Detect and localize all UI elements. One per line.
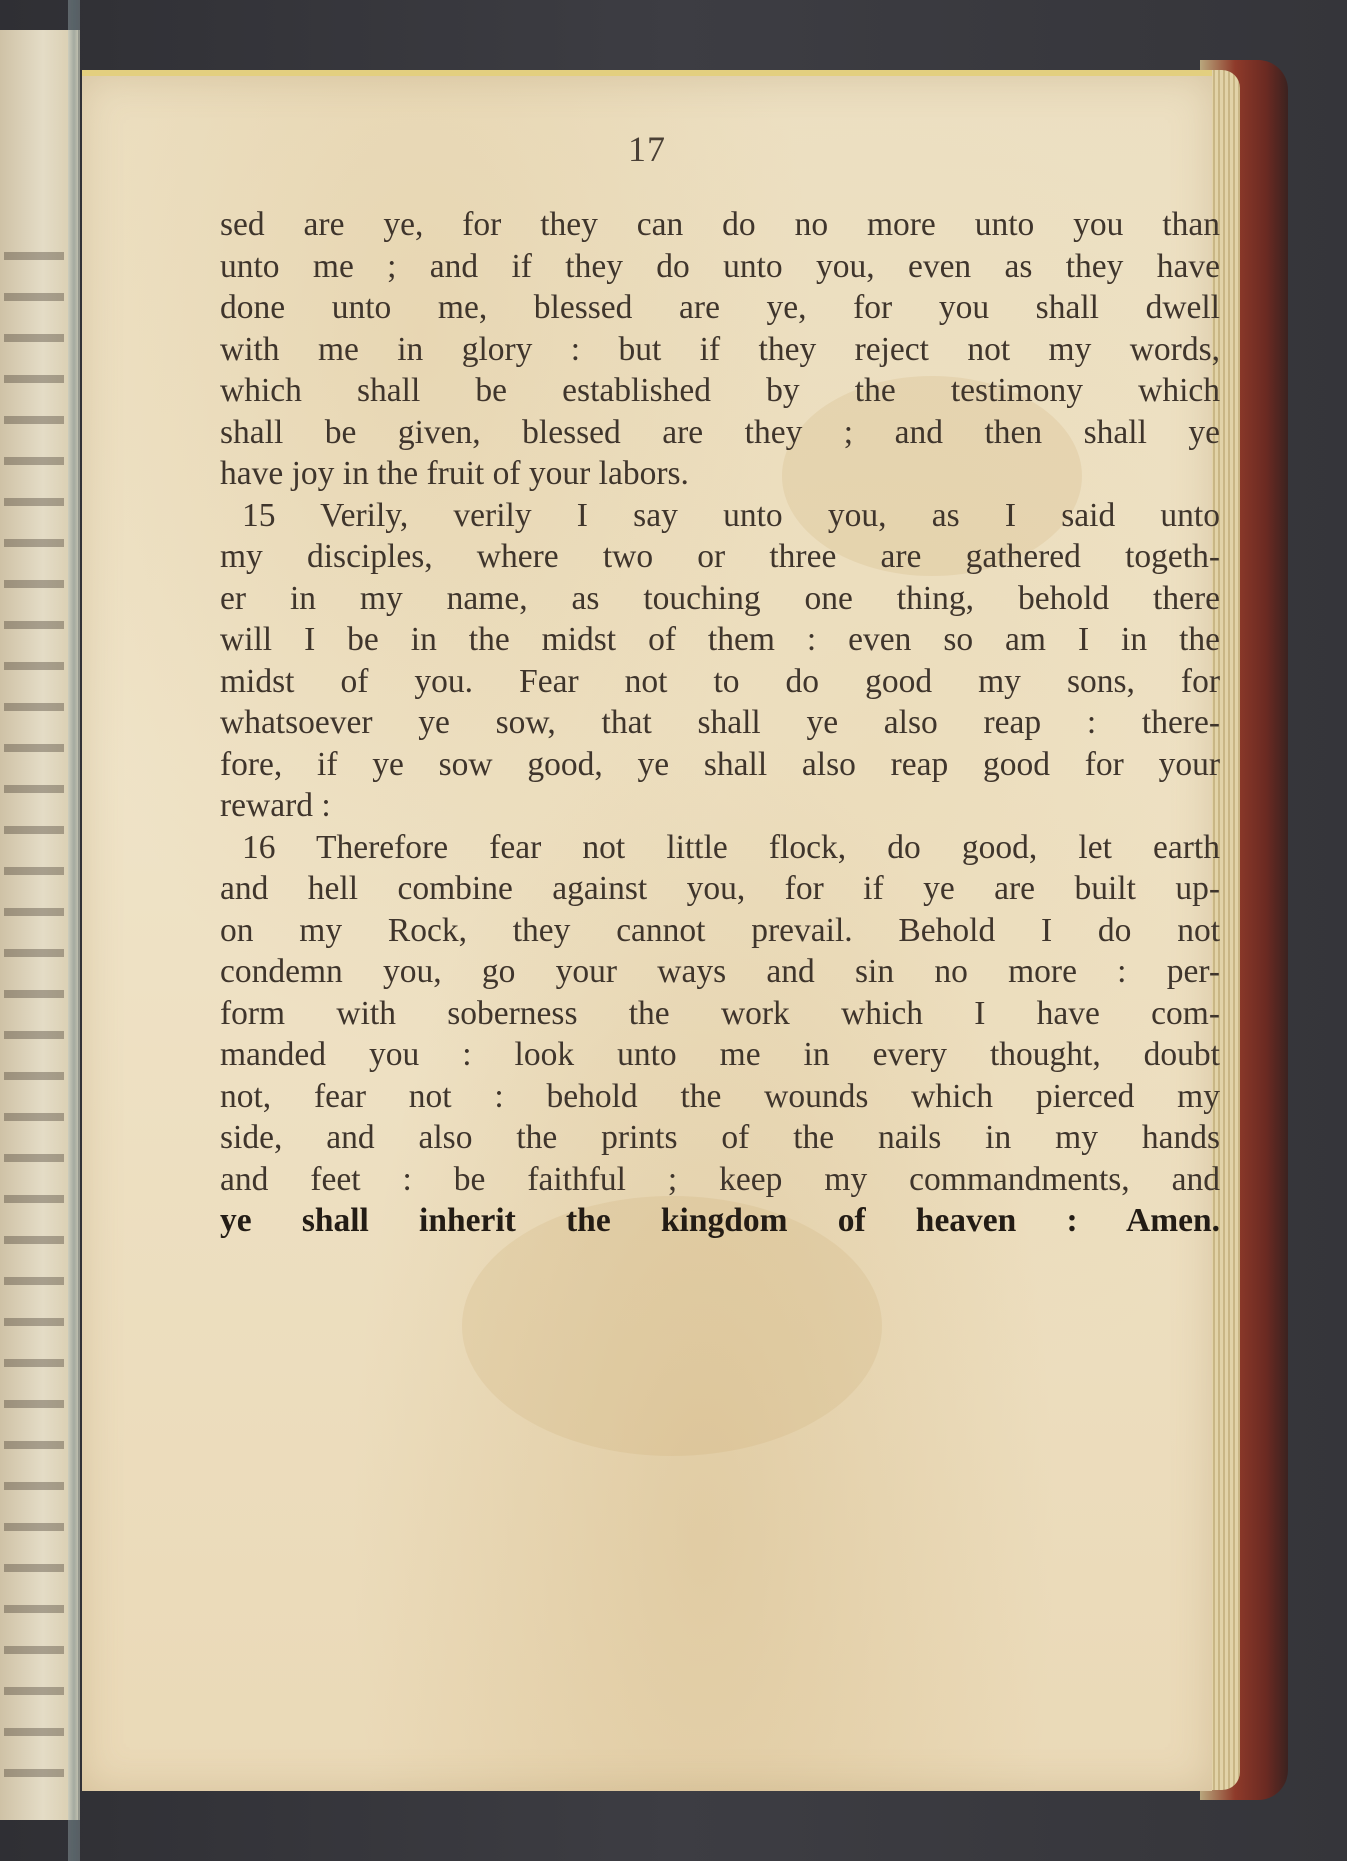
text-line: with me in glory : but if they reject not my words, xyxy=(220,330,1220,368)
page-body-text xyxy=(220,204,1220,1242)
text-line: and feet : be faithful ; keep my commandments, and xyxy=(220,1160,1220,1198)
text-line: condemn you, go your ways and sin no more : per- xyxy=(220,953,1220,990)
verse-15-start: 15 Verily, verily I say unto you, as I said unto xyxy=(242,496,1220,534)
glass-plate-edge xyxy=(68,0,80,1861)
text-line: manded you : look unto me in every thought, doubt xyxy=(220,1036,1220,1073)
text-line: on my Rock, they cannot prevail. Behold I do not xyxy=(220,911,1220,949)
text-line: form with soberness the work which I have com- xyxy=(220,994,1220,1032)
text-line: have joy in the fruit of your labors. xyxy=(220,455,689,492)
text-line: which shall be established by the testimony which xyxy=(220,372,1220,409)
text-line: unto me ; and if they do unto you, even as they have xyxy=(220,247,1220,285)
text-line: side, and also the prints of the nails in my hands xyxy=(220,1119,1220,1156)
text-line: fore, if ye sow good, ye shall also reap good for your xyxy=(220,745,1220,783)
text-line: will I be in the midst of them : even so am I in the xyxy=(220,621,1220,658)
closing-line: ye shall inherit the kingdom of heaven : Amen. xyxy=(220,1202,1220,1239)
previous-page-text-fragment xyxy=(4,230,64,1790)
text-line: sed are ye, for they can do no more unto you than xyxy=(220,206,1220,243)
verse-16-start: 16 Therefore fear not little flock, do good, let earth xyxy=(242,828,1220,866)
page-number: 17 xyxy=(628,129,666,169)
text-line: done unto me, blessed are ye, for you shall dwell xyxy=(220,289,1220,326)
text-line: reward : xyxy=(220,787,331,824)
text-line: not, fear not : behold the wounds which pierced my xyxy=(220,1077,1220,1115)
text-line: er in my name, as touching one thing, behold there xyxy=(220,579,1220,617)
text-line: whatsoever ye sow, that shall ye also reap : there- xyxy=(220,704,1220,741)
text-line: my disciples, where two or three are gathered togeth- xyxy=(220,538,1220,575)
text-line: and hell combine against you, for if ye are built up- xyxy=(220,870,1220,907)
text-line: midst of you. Fear not to do good my sons, for xyxy=(220,662,1220,700)
book-page xyxy=(82,70,1220,1791)
text-line: shall be given, blessed are they ; and then shall ye xyxy=(220,413,1220,451)
